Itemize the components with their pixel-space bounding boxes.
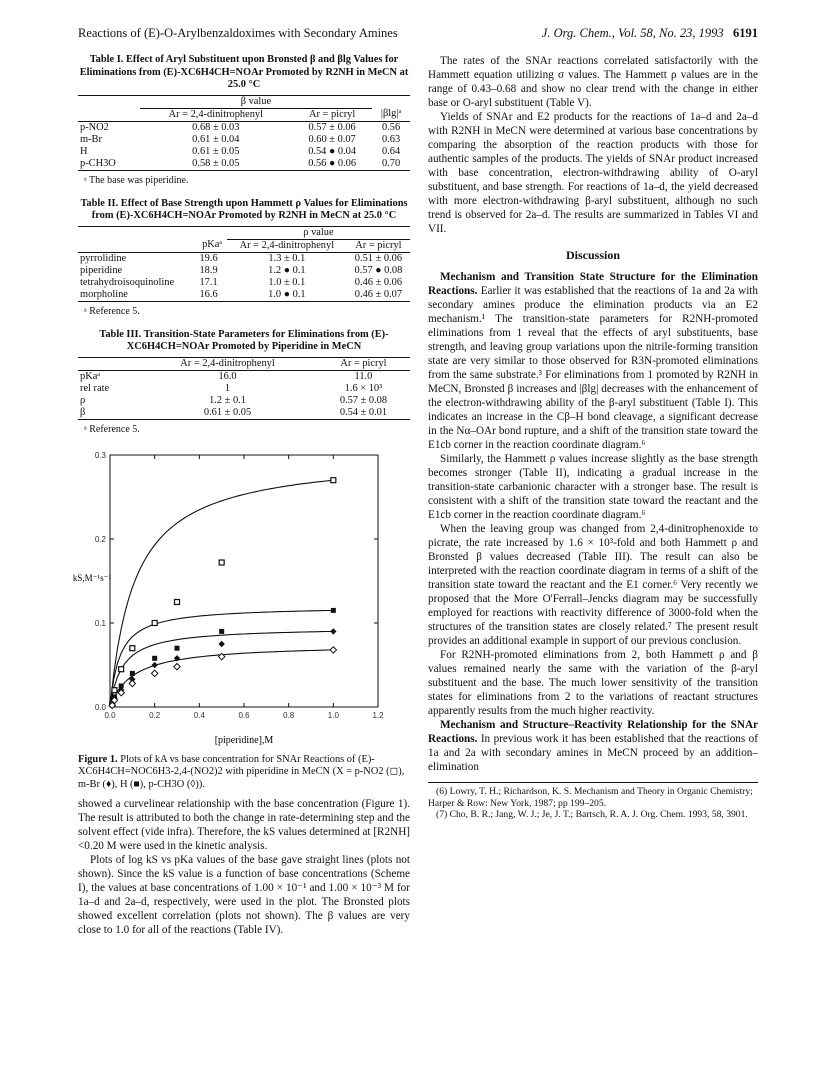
x-tick-label: 0.0	[104, 710, 116, 720]
data-point	[112, 687, 117, 692]
table1-footnote: ᵃ The base was piperidine.	[84, 174, 189, 186]
table-row	[78, 407, 410, 420]
x-tick-label: 1.0	[327, 710, 339, 720]
table-cell: rel rate	[80, 382, 110, 394]
table-cell: 1.2 ± 0.1	[209, 394, 246, 406]
table-cell: 0.68 ± 0.03	[140, 121, 292, 134]
table3-col-header: Ar = 2,4-dinitrophenyl	[138, 357, 317, 370]
table-row	[78, 252, 410, 265]
run-in-heading: Mechanism and Transition State Structure for the Elimination Reactions.	[428, 271, 758, 297]
table3	[78, 357, 410, 420]
table-cell: p-NO2	[78, 121, 140, 134]
run-in-heading: Mechanism and Structure–Reactivity Relationship for the SNAr Reactions.	[428, 719, 758, 745]
table-cell: 1.0 ± 0.1	[268, 276, 306, 288]
table-row	[78, 370, 410, 383]
y-tick-label: 0.1	[94, 618, 106, 628]
journal-citation	[542, 26, 758, 41]
chart-marks	[109, 477, 337, 708]
table-cell: 16.0	[138, 370, 317, 383]
body-paragraph: Plots of log kS vs pKa values of the base gave straight lines (plots not shown). Since the kS value is a function of base concentrations (Scheme I), the values at base concentrations of 1.00 × 10⁻¹ and 1.00 × 10⁻³ M for 1a–d and 2a–d, respectively, were used in the plot. The Bronsted plots showed excellent correlation (plots not shown). The β values are very close to 1.0 for all of the reactions (Table IV).	[78, 854, 410, 936]
table3-footnote: ᵃ Reference 5.	[84, 423, 140, 435]
body-paragraph: Yields of SNAr and E2 products for the reactions of 1a–d and 2a–d with R2NH in MeCN were determined at various base concentrations by comparing the absorption of the reaction products with those for authentic samples of the products. The yields of SNAr product increased with base concentration, electron-withdrawing ability of O-aryl substituent, and base strength. For reactions of 1a–d, the yield decreased with more electron-withdrawing β-aryl substituent, although no such trend is observed for 2a–d. The results are summarized in Tables VI and VII.	[428, 111, 758, 235]
page-number: 6191	[733, 26, 758, 40]
table-cell: 0.70	[372, 158, 410, 171]
table3-col-header: Ar = picryl	[317, 357, 410, 370]
scatter-chart	[72, 447, 410, 752]
table-cell: 0.46 ± 0.06	[354, 276, 403, 288]
table-cell: tetrahydroisoquinoline	[80, 276, 175, 288]
table-cell: 1.2 ● 0.1	[268, 264, 306, 276]
table2	[78, 226, 410, 302]
data-point	[151, 661, 157, 667]
table1-col-header: |βlg|ᵃ	[380, 108, 402, 120]
table-cell: β	[78, 407, 138, 420]
section-heading: Discussion	[565, 248, 621, 262]
figure-caption-text: Plots of kA vs base concentration for SNAr Reactions of (E)-XC6H4CH=NOC6H3-2,4-(NO2)2 with piperidine in MeCN (X = p-NO2 (◻), m-Br (♦), H (■), p-CH3O (◊)).	[78, 753, 405, 790]
footnote: (7) Cho, B. R.; Jang, W. J.; Je, J. T.; Bartsch, R. A. J. Org. Chem. 1993, 58, 3901.	[436, 809, 748, 820]
body-paragraph: For R2NH-promoted eliminations from 2, both Hammett ρ and β values remained nearly the same with the variation of the β-aryl substituent and the base. The much lower sensitivity of the transition states for eliminations from 2 to the variations of reactant structures apparently results from the much higher reactivity.	[428, 649, 758, 717]
table1-span-header: β value	[140, 95, 373, 108]
table-row	[78, 383, 410, 395]
data-point	[330, 646, 336, 652]
figure1-caption	[78, 754, 410, 792]
figure-label: Figure 1.	[78, 753, 118, 765]
table-cell: 0.54 ● 0.04	[308, 145, 357, 157]
table-cell: 18.9	[199, 264, 218, 276]
data-point	[119, 666, 124, 671]
figure1-chart	[72, 447, 410, 752]
right-column	[428, 54, 758, 821]
table-cell: 0.51 ± 0.06	[347, 252, 410, 265]
data-point	[175, 645, 180, 650]
table-row	[78, 134, 410, 146]
y-tick-label: 0.0	[94, 702, 106, 712]
body-paragraph	[428, 270, 758, 452]
data-point	[130, 645, 135, 650]
table1-col-header: Ar = 2,4-dinitrophenyl	[168, 108, 264, 120]
x-tick-label: 0.4	[193, 710, 205, 720]
table2-col-header: Ar = 2,4-dinitrophenyl	[239, 239, 335, 251]
y-axis-label: kS,M⁻¹s⁻¹	[72, 572, 112, 583]
table-cell: 0.63	[382, 133, 401, 145]
table-cell: 0.64	[382, 145, 401, 157]
table-cell: 0.46 ± 0.07	[347, 289, 410, 302]
table-row	[78, 289, 410, 302]
y-tick-label: 0.2	[94, 534, 106, 544]
table-cell: 1.3 ± 0.1	[227, 252, 347, 265]
body-paragraph: Similarly, the Hammett ρ values increase slightly as the base strength becomes stronger (Table II), indicating a gradual increase in the transition-state carbanionic character with a stronger base. The result is consistent with a shift of the transition state toward the reactant and the E1cb corner in the reaction coordinate diagram.⁶	[428, 453, 758, 521]
data-point	[175, 599, 180, 604]
table-row	[78, 277, 410, 289]
table2-footnote: ᵃ Reference 5.	[84, 305, 140, 317]
table-cell: 0.56 ● 0.06	[292, 158, 372, 171]
data-point	[129, 680, 135, 686]
journal-name: J. Org. Chem.,	[541, 26, 615, 40]
table1	[78, 95, 410, 171]
plot-frame	[110, 455, 378, 707]
x-tick-label: 0.8	[283, 710, 295, 720]
table-cell: morpholine	[78, 289, 197, 302]
table-cell: m-Br	[80, 133, 102, 145]
table-row	[78, 265, 410, 277]
footnotes	[428, 782, 758, 821]
paragraph-text: Earlier it was established that the reactions of 1a and 2a with secondary amines produce the elimination products via an E2 mechanism.¹ The transition-state parameters for R2NH-promoted eliminations from 1 reveal that the effects of aryl substituents, base strength, and leaving group variations upon the nitrile-forming transition state are very similar to those observed for R3N-promoted eliminations from the same substrate.³ For eliminations from 1 promoted by R2NH in MeCN, Bronsted β increases and |βlg| decreases with the enhancement of the electron-withdrawing ability of the β-aryl substituent (Table I). This indicates an increase in the Cβ–H bond cleavage, a significant decrease in the Nα–OAr bond rupture, and a shift of the transition state toward the E1cb corner in the reaction coordinate diagram.⁶	[428, 285, 759, 451]
data-point	[331, 607, 336, 612]
y-tick-label: 0.3	[94, 450, 106, 460]
chart-axes	[95, 451, 384, 720]
body-paragraph	[428, 718, 758, 774]
table2-col-header: Ar = picryl	[355, 239, 402, 251]
table1-caption: Table I. Effect of Aryl Substituent upon Bronsted β and βlg Values for Eliminations from (E)-XC6H4CH=NOAr Promoted by R2NH in MeCN at 25.0 °C	[79, 54, 409, 90]
running-title: Reactions of (E)-O-Arylbenzaldoximes with Secondary Amines	[78, 26, 398, 40]
table-cell: 1.6 × 10³	[344, 382, 383, 394]
data-point	[152, 620, 157, 625]
data-point	[219, 628, 224, 633]
table-cell: 0.58 ± 0.05	[140, 158, 292, 171]
table-row	[78, 158, 410, 171]
table-cell: 16.6	[197, 289, 226, 302]
body-paragraph: showed a curvelinear relationship with the base concentration (Figure 1). The result is attributed to both the change in rate-determining step and the solvent effect (vide infra). Therefore, the kS values determined at [R2NH] <0.20 M were used in the kinetic analysis.	[78, 798, 410, 852]
table-cell: 19.6	[197, 252, 226, 265]
body-paragraph: When the leaving group was changed from 2,4-dinitrophenoxide to picrate, the rate increased by 1.6 × 10³-fold and both Hammett ρ and Bronsted β values decreased (Table III). The result can also be interpreted with the reaction coordinate diagram in terms of a shift of the transition state toward the reactant and the E1 corner.⁶ Very recently we proposed that the More O'Ferrall–Jencks diagram may be successfully employed for reactions with reactivity difference of 3000-fold when the structures of the transition states are closely related.⁷ The present result provides an additional example in support of our previous conclusion.	[428, 523, 758, 647]
x-tick-label: 0.6	[238, 710, 250, 720]
data-point	[331, 477, 336, 482]
journal-volume: Vol. 58, No. 23, 1993	[618, 26, 724, 40]
footnote: (6) Lowry, T. H.; Richardson, K. S. Mechanism and Theory in Organic Chemistry; Harper & Row: New York, 1987; pp 199–205.	[428, 786, 753, 809]
data-point	[152, 655, 157, 660]
table1-col-header: Ar = picryl	[308, 108, 356, 120]
series-curve	[110, 480, 333, 707]
x-tick-label: 0.2	[149, 710, 161, 720]
left-column	[72, 54, 410, 937]
table-cell: 0.57 ± 0.08	[339, 394, 388, 406]
chart-curves	[110, 480, 333, 707]
table2-span-header: ρ value	[227, 226, 410, 239]
data-point	[174, 663, 180, 669]
data-point	[219, 560, 224, 565]
table-cell: 0.57 ● 0.08	[354, 264, 403, 276]
table-cell: 0.56	[372, 121, 410, 134]
table-cell: 1	[224, 382, 231, 394]
table2-col-header: pKaᵃ	[202, 239, 223, 251]
data-point	[330, 628, 336, 634]
table-cell: H	[80, 145, 88, 157]
table-cell: 0.61 ± 0.04	[192, 133, 240, 145]
table-cell: 11.0	[317, 370, 410, 383]
table-cell: 1.0 ● 0.1	[227, 289, 347, 302]
table-cell: 17.1	[199, 276, 218, 288]
paragraph-text: In previous work it has been established that the reactions of 1a and 2a with secondary amines in MeCN proceed by an addition–elimination	[428, 733, 758, 773]
table-cell: 0.57 ± 0.06	[292, 121, 372, 134]
table-cell: ρ	[80, 394, 86, 406]
table-cell: 0.61 ± 0.05	[138, 407, 317, 420]
data-point	[151, 670, 157, 676]
x-tick-label: 1.2	[372, 710, 384, 720]
table-row	[78, 146, 410, 158]
table-cell: piperidine	[80, 264, 123, 276]
table-row	[78, 121, 410, 134]
data-point	[130, 670, 135, 675]
table-cell: pyrrolidine	[78, 252, 197, 265]
table-cell: pKaᵃ	[78, 370, 138, 383]
x-axis-label: [piperidine],M	[214, 734, 274, 746]
table-row	[78, 395, 410, 407]
table-cell: 0.60 ± 0.07	[308, 133, 356, 145]
table-cell: p-CH3O	[78, 158, 140, 171]
table3-caption: Table III. Transition-State Parameters for Eliminations from (E)-XC6H4CH=NOAr Promoted by Piperidine in MeCN	[99, 328, 389, 352]
body-paragraph: The rates of the SNAr reactions correlated satisfactorily with the Hammett equation utilizing σ values. The Hammett ρ values are in the range of 0.43–0.68 and show no clear trend with the change in either base or O-aryl substituent (Table V).	[428, 55, 758, 109]
table2-caption: Table II. Effect of Base Strength upon Hammett ρ Values for Eliminations from (E)-XC6H4CH=NOAr Promoted by R2NH in MeCN at 25.0 °C	[80, 197, 408, 221]
table-cell: 0.61 ± 0.05	[192, 145, 240, 157]
table-cell: 0.54 ± 0.01	[317, 407, 410, 420]
data-point	[218, 640, 224, 646]
